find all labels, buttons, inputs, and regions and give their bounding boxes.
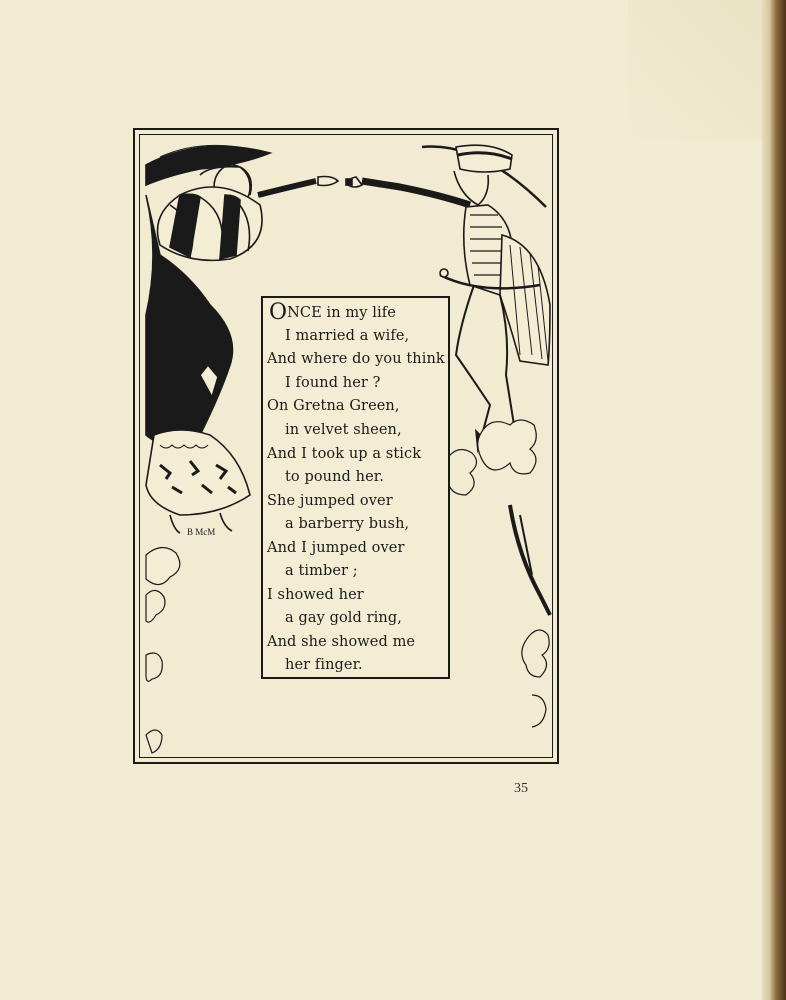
verse-box (261, 296, 450, 679)
poem-line: a gay gold ring, (285, 610, 402, 626)
book-edge (762, 0, 786, 1000)
poem-line: I married a wife, (285, 328, 410, 344)
page-number: 35 (514, 781, 528, 796)
poem-line: ONCE in my life (269, 300, 396, 325)
poem-line: in velvet sheen, (285, 422, 402, 438)
poem-line: On Gretna Green, (267, 398, 400, 414)
poem-line: to pound her. (285, 469, 384, 485)
plate-inner-border (139, 134, 553, 758)
poem-line: I found her ? (285, 375, 381, 391)
artist-signature: B McM (187, 527, 216, 537)
drop-cap: O (269, 300, 288, 325)
illustration-plate (133, 128, 559, 764)
poem-line: a barberry bush, (285, 516, 410, 532)
poem-text (263, 298, 448, 677)
poem-line: And I jumped over (267, 540, 405, 556)
page-fold-shadow (628, 0, 768, 140)
poem-line: And where do you think (267, 351, 445, 367)
poem-line: I showed her (267, 587, 364, 603)
poem-line: She jumped over (267, 493, 393, 509)
poem-line: a timber ; (285, 563, 358, 579)
poem-line: her finger. (285, 657, 363, 673)
poem-line: And she showed me (267, 634, 416, 650)
poem-line: And I took up a stick (267, 446, 422, 462)
